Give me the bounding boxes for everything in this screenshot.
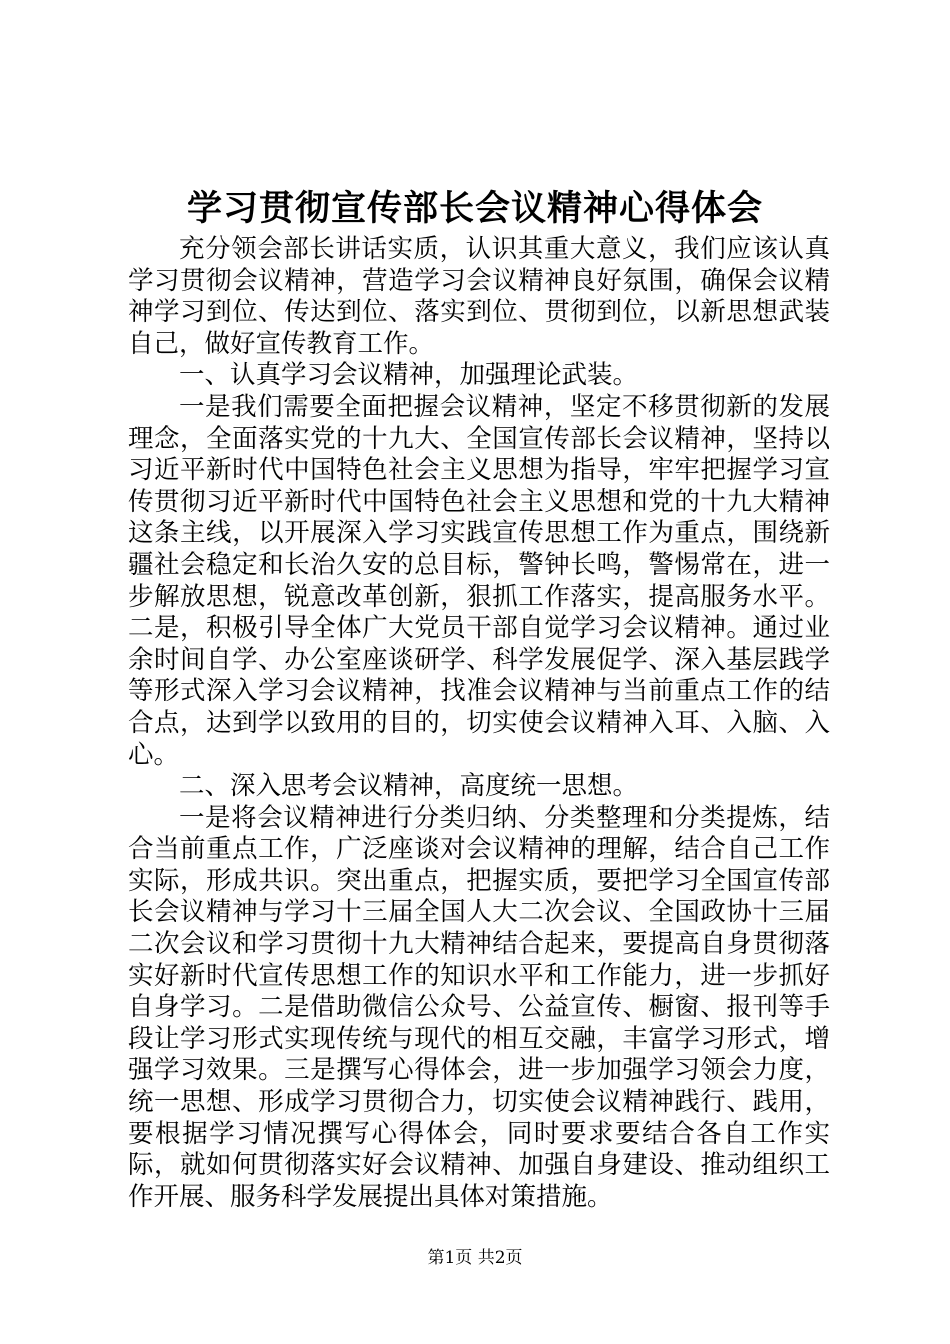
section-heading-1: 一、认真学习会议精神，加强理论武装。 xyxy=(179,360,639,391)
page-number-footer: 第1页 共2页 xyxy=(427,1248,523,1268)
section-1-paragraph: 一是我们需要全面把握会议精神，坚定不移贯彻新的发展理念，全面落实党的十九大、全国宣传部长会议精神，坚持以习近平新时代中国特色社会主义思想为指导，牢牢把握学习宣传贯彻习近平新时代中国特色社会主义思想和党的十九大精神这条主线，以开展深入学习实践宣传思想工作为重点，围绕新疆社会稳定和长治久安的总目标，警钟长鸣，警惕常在，进一步解放思想，锐意改革创新，狠抓工作落实，提高服务水平。二是，积极引导全体广大党员干部自觉学习会议精神。通过业余时间自学、办公室座谈研学、科学发展促学、深入基层践学等形式深入学习会议精神，找准会议精神与当前重点工作的结合点，达到学以致用的目的，切实使会议精神入耳、入脑、入心。 xyxy=(128,391,830,770)
section-2-paragraph: 一是将会议精神进行分类归纳、分类整理和分类提炼，结合当前重点工作，广泛座谈对会议精神的理解，结合自己工作实际，形成共识。突出重点，把握实质，要把学习全国宣传部长会议精神与学习十三届全国人大二次会议、全国政协十三届二次会议和学习贯彻十九大精神结合起来，要提高自身贯彻落实好新时代宣传思想工作的知识水平和工作能力，进一步抓好自身学习。二是借助微信公众号、公益宣传、橱窗、报刊等手段让学习形式实现传统与现代的相互交融，丰富学习形式，增强学习效果。三是撰写心得体会，进一步加强学习领会力度，统一思想、形成学习贯彻合力，切实使会议精神践行、践用，要根据学习情况撰写心得体会，同时要求要结合各自工作实际，就如何贯彻落实好会议精神、加强自身建设、推动组织工作开展、服务科学发展提出具体对策措施。 xyxy=(128,802,830,1212)
intro-paragraph: 充分领会部长讲话实质，认识其重大意义，我们应该认真学习贯彻会议精神，营造学习会议精神良好氛围，确保会议精神学习到位、传达到位、落实到位、贯彻到位，以新思想武装自己，做好宣传教育工作。 xyxy=(128,234,830,359)
document-body xyxy=(128,234,830,1213)
document-title: 学习贯彻宣传部长会议精神心得体会 xyxy=(186,188,763,229)
section-heading-2: 二、深入思考会议精神，高度统一思想。 xyxy=(179,771,639,802)
